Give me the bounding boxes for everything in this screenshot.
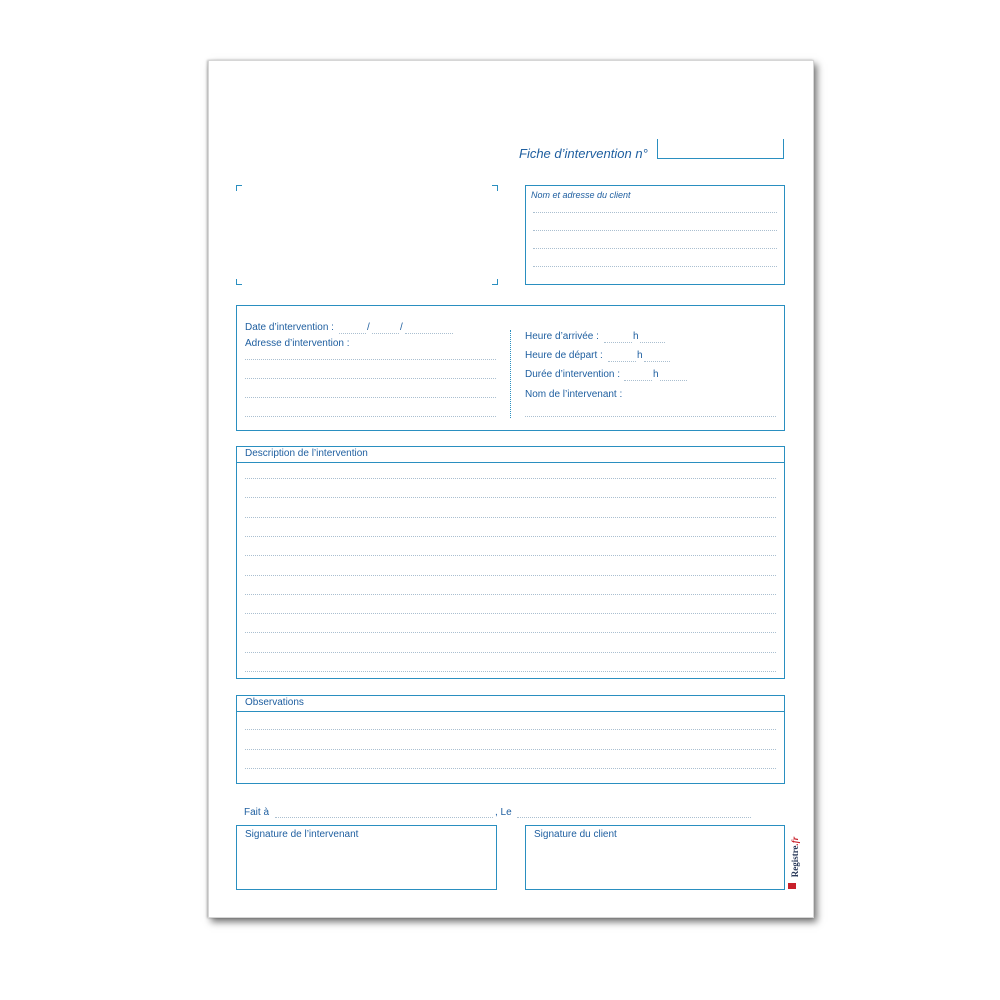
- form-sheet: [208, 60, 814, 918]
- arrival-hour-field[interactable]: [604, 342, 632, 343]
- arrival-minute-field[interactable]: [640, 342, 665, 343]
- info-divider: [510, 330, 511, 418]
- description-line[interactable]: [245, 575, 776, 576]
- description-line[interactable]: [245, 652, 776, 653]
- observations-label: Observations: [245, 697, 304, 708]
- form-title: Fiche d’intervention n°: [519, 146, 648, 161]
- observations-line[interactable]: [245, 749, 776, 750]
- technician-signature-label: Signature de l’intervenant: [245, 829, 359, 840]
- technician-field[interactable]: [525, 416, 776, 417]
- description-line[interactable]: [245, 613, 776, 614]
- address-line[interactable]: [245, 378, 496, 379]
- observations-line[interactable]: [245, 729, 776, 730]
- description-header: [237, 447, 784, 463]
- address-line[interactable]: [245, 416, 496, 417]
- client-box-label: Nom et adresse du client: [531, 190, 631, 200]
- client-signature-box[interactable]: [525, 825, 785, 890]
- address-label: Adresse d’intervention :: [245, 338, 350, 349]
- date-year-field[interactable]: [405, 333, 453, 334]
- sign-date-field[interactable]: [517, 817, 751, 818]
- departure-label: Heure de départ :: [525, 350, 603, 361]
- duration-hour-field[interactable]: [624, 380, 652, 381]
- description-line[interactable]: [245, 536, 776, 537]
- client-box[interactable]: [525, 185, 785, 285]
- technician-label: Nom de l’intervenant :: [525, 389, 623, 400]
- description-line[interactable]: [245, 478, 776, 479]
- brand-logo: [787, 825, 803, 891]
- address-line[interactable]: [245, 397, 496, 398]
- technician-signature-box[interactable]: [236, 825, 497, 890]
- description-line[interactable]: [245, 594, 776, 595]
- address-line[interactable]: [245, 359, 496, 360]
- date-label: Date d’intervention :: [245, 322, 334, 333]
- description-box: [236, 446, 785, 679]
- brand-name: Registre: [790, 845, 800, 878]
- logo-area: [236, 185, 498, 285]
- sign-date-label: , Le: [495, 807, 512, 818]
- date-month-field[interactable]: [372, 333, 399, 334]
- intervention-info-box: Date d’intervention : / / Adresse d’intervention : Heure d’arrivée : h Heure de départ : h Durée d’intervention : h Nom de l’intervenant :: [236, 305, 785, 431]
- observations-box: [236, 695, 785, 784]
- brand-tld: .fr: [790, 836, 800, 846]
- description-line[interactable]: [245, 497, 776, 498]
- description-line[interactable]: [245, 555, 776, 556]
- place-label: Fait à: [244, 807, 270, 818]
- duration-minute-field[interactable]: [660, 380, 687, 381]
- departure-minute-field[interactable]: [644, 361, 670, 362]
- description-line[interactable]: [245, 671, 776, 672]
- observations-line[interactable]: [245, 768, 776, 769]
- description-line[interactable]: [245, 632, 776, 633]
- form-number-field[interactable]: [657, 139, 784, 159]
- place-field[interactable]: [275, 817, 493, 818]
- observations-header: [237, 696, 784, 712]
- date-day-field[interactable]: [339, 333, 366, 334]
- duration-label: Durée d’intervention :: [525, 369, 621, 380]
- arrival-label: Heure d’arrivée :: [525, 331, 599, 342]
- description-line[interactable]: [245, 517, 776, 518]
- departure-hour-field[interactable]: [608, 361, 636, 362]
- client-signature-label: Signature du client: [534, 829, 617, 840]
- description-label: Description de l’intervention: [245, 448, 368, 459]
